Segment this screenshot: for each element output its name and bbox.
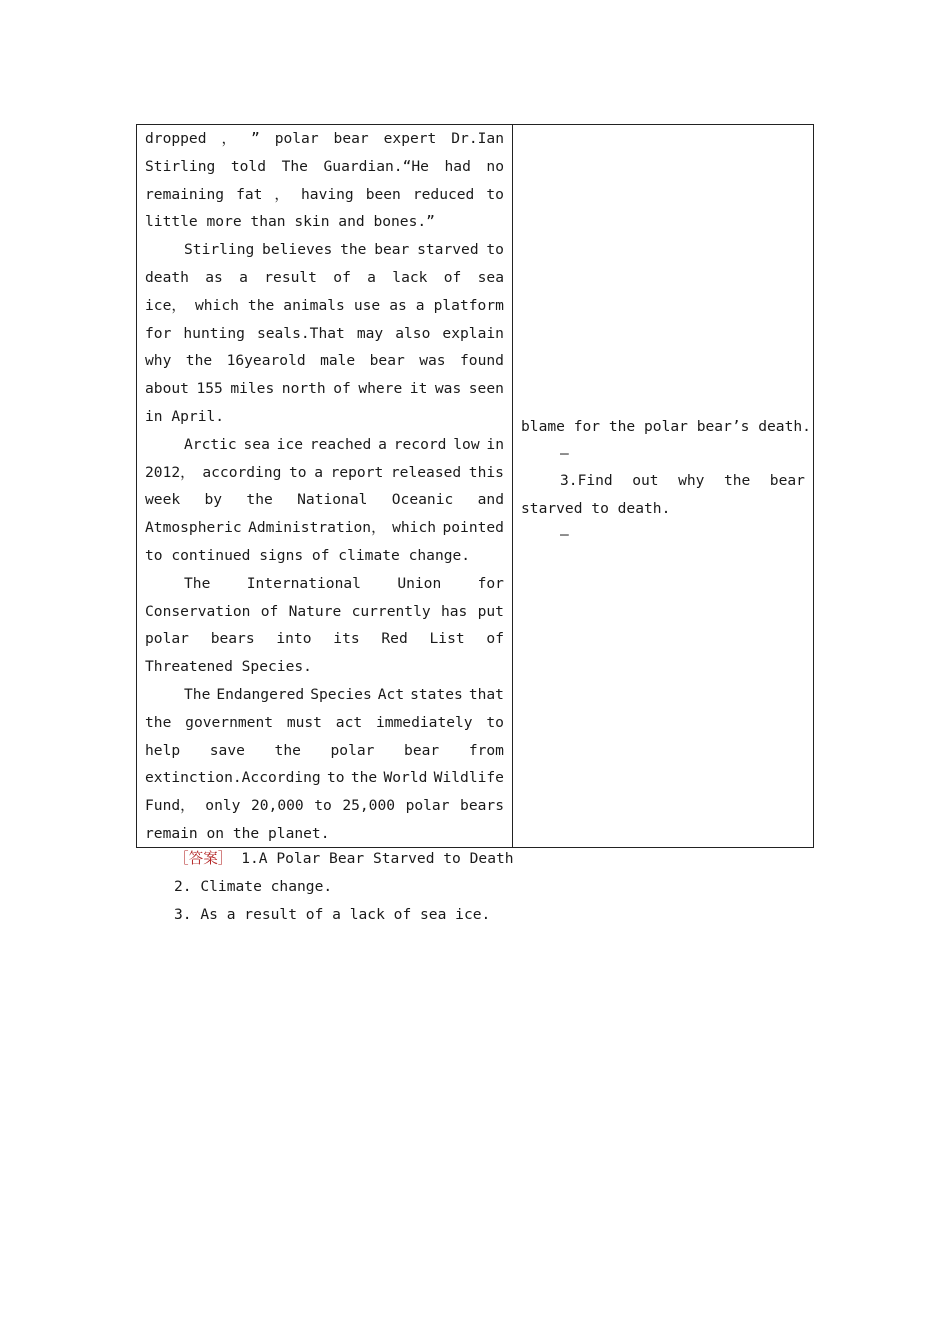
answer-section [174,845,514,928]
article-column [137,125,513,847]
article-line: extinction.According to the World Wildlife [145,769,504,787]
article-line: why the 16yearold male bear was found [145,352,504,370]
question-line: 3.Find out why the bear [560,471,805,489]
article-line: for hunting seals.That may also explain [145,324,504,342]
answer-line-1 [174,845,514,873]
article-line: Stirling believes the bear starved to [184,241,504,259]
article-line: Fund， only 20,000 to 25,000 polar bears [145,797,504,815]
article-line: little more than skin and bones.” [145,213,435,231]
answer-text: 1.A Polar Bear Starved to Death [241,850,514,867]
article-line: the government must act immediately to [145,713,504,731]
task-column [513,125,813,847]
article-line: Stirling told The Guardian.“He had no [145,157,504,175]
article-line: ice， which the animals use as a platform [145,296,504,314]
answer-line-3: 3. As a result of a lack of sea ice. [174,905,491,923]
article-line: The International Union for [184,574,504,592]
article-line: in April. [145,407,225,425]
article-line: remaining fat ， having been reduced to [145,185,504,203]
article-line: remain on the planet. [145,824,330,842]
article-line: death as a result of a lack of sea [145,268,504,286]
answer-blank: — [560,526,569,544]
article-line: Arctic sea ice reached a record low in [184,435,504,453]
article-line: Atmospheric Administration， which pointed [145,519,504,537]
article-line: Conservation of Nature currently has put [145,602,504,620]
article-line: polar bears into its Red List of [145,630,504,648]
answer-blank: — [560,444,569,462]
article-line: to continued signs of climate change. [145,546,471,564]
article-line: 2012， according to a report released this [145,463,504,481]
article-line: week by the National Oceanic and [145,491,504,509]
article-line: help save the polar bear from [145,741,504,759]
task-block [521,413,811,548]
question-line: starved to death. [521,499,671,517]
reading-table [136,124,814,848]
article-line: The Endangered Species Act states that [184,685,504,703]
question-3 [521,467,805,523]
article-line: dropped ， ” polar bear expert Dr.Ian [145,130,504,147]
task-line: blame for the polar bear’s death. [521,418,811,435]
article-line: about 155 miles north of where it was seen [145,380,504,398]
article-line: Threatened Species. [145,658,312,676]
answer-line-2: 2. Climate change. [174,877,333,895]
answer-tag: ［答案］ [174,850,233,867]
